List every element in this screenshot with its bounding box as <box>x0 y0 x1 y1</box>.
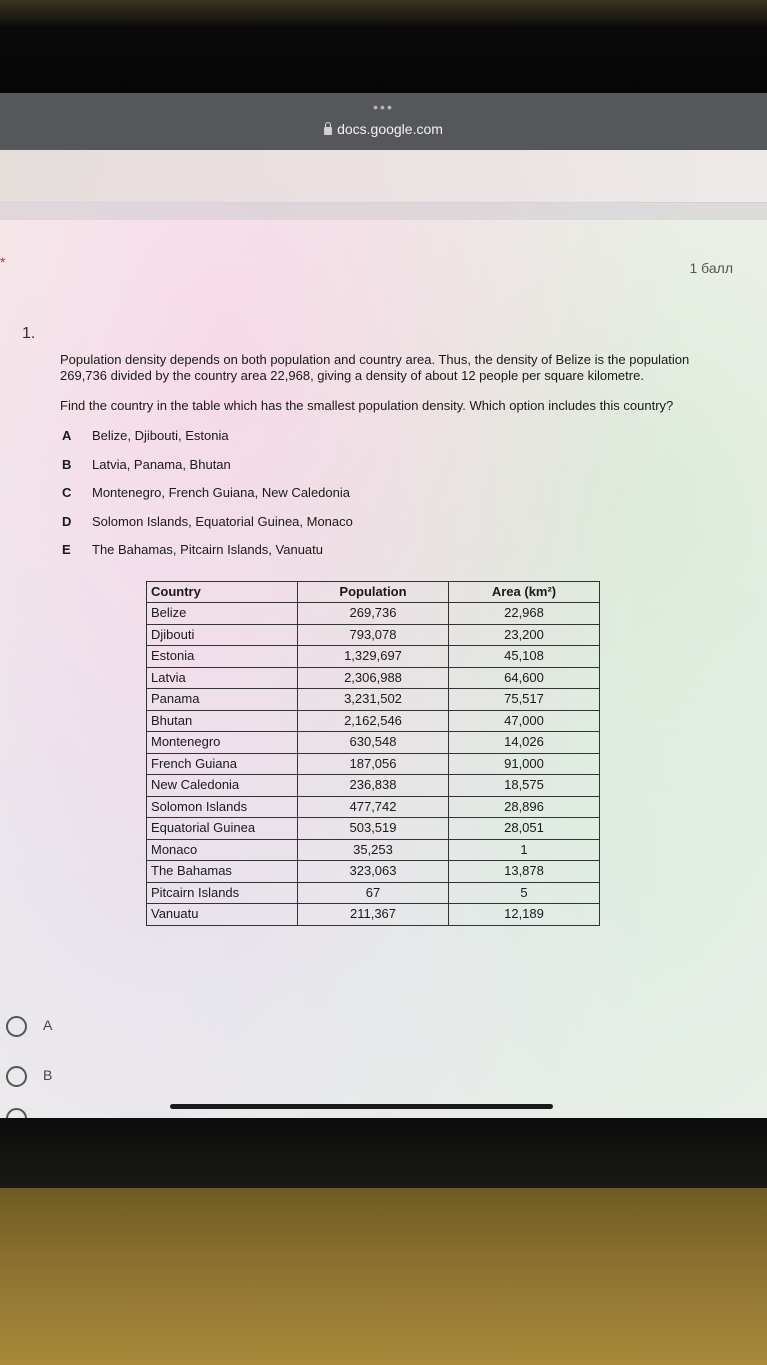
option-item: A Belize, Djibouti, Estonia <box>62 428 229 443</box>
option-item: E The Bahamas, Pitcairn Islands, Vanuatu <box>62 542 323 557</box>
population-cell: 630,548 <box>298 732 449 754</box>
area-cell: 47,000 <box>449 710 600 732</box>
lock-icon <box>324 127 332 135</box>
country-cell: The Bahamas <box>147 861 298 883</box>
desk-surface <box>0 1188 767 1365</box>
table-row <box>147 796 600 818</box>
option-item: C Montenegro, French Guiana, New Caledonia <box>62 485 350 500</box>
area-cell: 75,517 <box>449 689 600 711</box>
area-cell: 14,026 <box>449 732 600 754</box>
country-cell: Bhutan <box>147 710 298 732</box>
area-cell: 45,108 <box>449 646 600 668</box>
table-row <box>147 732 600 754</box>
population-cell: 793,078 <box>298 624 449 646</box>
population-cell: 477,742 <box>298 796 449 818</box>
population-cell: 3,231,502 <box>298 689 449 711</box>
device-bottom-bezel <box>0 1118 767 1188</box>
population-cell: 1,329,697 <box>298 646 449 668</box>
country-cell: Vanuatu <box>147 904 298 926</box>
data-table <box>146 581 600 926</box>
area-cell: 23,200 <box>449 624 600 646</box>
radio-icon[interactable] <box>6 1016 27 1037</box>
country-cell: Latvia <box>147 667 298 689</box>
device-top-edge <box>0 0 767 95</box>
population-cell: 67 <box>298 882 449 904</box>
table-row <box>147 861 600 883</box>
area-cell: 1 <box>449 839 600 861</box>
table-body <box>147 603 600 926</box>
country-cell: Djibouti <box>147 624 298 646</box>
table-row <box>147 904 600 926</box>
table-row <box>147 775 600 797</box>
table-row <box>147 839 600 861</box>
country-cell: Pitcairn Islands <box>147 882 298 904</box>
option-list <box>62 428 720 571</box>
population-cell: 269,736 <box>298 603 449 625</box>
country-cell: New Caledonia <box>147 775 298 797</box>
population-cell: 236,838 <box>298 775 449 797</box>
question-image <box>60 352 720 926</box>
country-cell: Panama <box>147 689 298 711</box>
question-paragraph-1: Population density depends on both population and country area. Thus, the density of Belize is the population 269,736 divided by the country area 22,968, giving a density of about 12 people per square kilometre. <box>60 352 690 383</box>
area-cell: 18,575 <box>449 775 600 797</box>
country-cell: Monaco <box>147 839 298 861</box>
column-header: Population <box>298 581 449 603</box>
population-cell: 211,367 <box>298 904 449 926</box>
home-indicator <box>170 1104 553 1109</box>
choice-label: B <box>43 1067 53 1084</box>
answer-choice-a[interactable] <box>6 1016 52 1037</box>
menu-dots-icon[interactable]: ••• <box>373 99 394 115</box>
population-cell: 323,063 <box>298 861 449 883</box>
country-cell: Solomon Islands <box>147 796 298 818</box>
url-text: docs.google.com <box>337 121 443 137</box>
area-cell: 28,051 <box>449 818 600 840</box>
table-row <box>147 753 600 775</box>
question-paragraph-2: Find the country in the table which has the smallest population density. Which option includes this country? <box>60 398 674 413</box>
area-cell: 22,968 <box>449 603 600 625</box>
required-mark: * <box>0 254 6 270</box>
question-number: 1. <box>22 325 36 342</box>
table-row <box>147 818 600 840</box>
address-bar[interactable] <box>0 121 767 137</box>
points-label: 1 балл <box>689 260 733 276</box>
country-cell: Estonia <box>147 646 298 668</box>
form-header-divider <box>0 202 767 220</box>
option-item: B Latvia, Panama, Bhutan <box>62 456 231 472</box>
area-cell: 12,189 <box>449 904 600 926</box>
population-cell: 35,253 <box>298 839 449 861</box>
area-cell: 13,878 <box>449 861 600 883</box>
table-header-row <box>147 581 600 603</box>
answer-choice-b[interactable] <box>6 1066 52 1087</box>
table-row <box>147 646 600 668</box>
form-page <box>0 150 767 1118</box>
browser-bar <box>0 93 767 150</box>
column-header: Area (km²) <box>449 581 600 603</box>
area-cell: 91,000 <box>449 753 600 775</box>
area-cell: 64,600 <box>449 667 600 689</box>
population-cell: 187,056 <box>298 753 449 775</box>
population-cell: 2,306,988 <box>298 667 449 689</box>
country-cell: Montenegro <box>147 732 298 754</box>
option-item: D Solomon Islands, Equatorial Guinea, Monaco <box>62 513 353 529</box>
form-header <box>0 150 767 203</box>
population-cell: 2,162,546 <box>298 710 449 732</box>
table-row <box>147 689 600 711</box>
choice-label: A <box>43 1017 53 1034</box>
table-row <box>147 603 600 625</box>
table-row <box>147 667 600 689</box>
area-cell: 5 <box>449 882 600 904</box>
table-row <box>147 710 600 732</box>
country-cell: Belize <box>147 603 298 625</box>
country-cell: French Guiana <box>147 753 298 775</box>
table-row <box>147 624 600 646</box>
column-header: Country <box>147 581 298 603</box>
radio-icon[interactable] <box>6 1108 27 1118</box>
radio-icon[interactable] <box>6 1066 27 1087</box>
population-cell: 503,519 <box>298 818 449 840</box>
table-row <box>147 882 600 904</box>
area-cell: 28,896 <box>449 796 600 818</box>
country-cell: Equatorial Guinea <box>147 818 298 840</box>
